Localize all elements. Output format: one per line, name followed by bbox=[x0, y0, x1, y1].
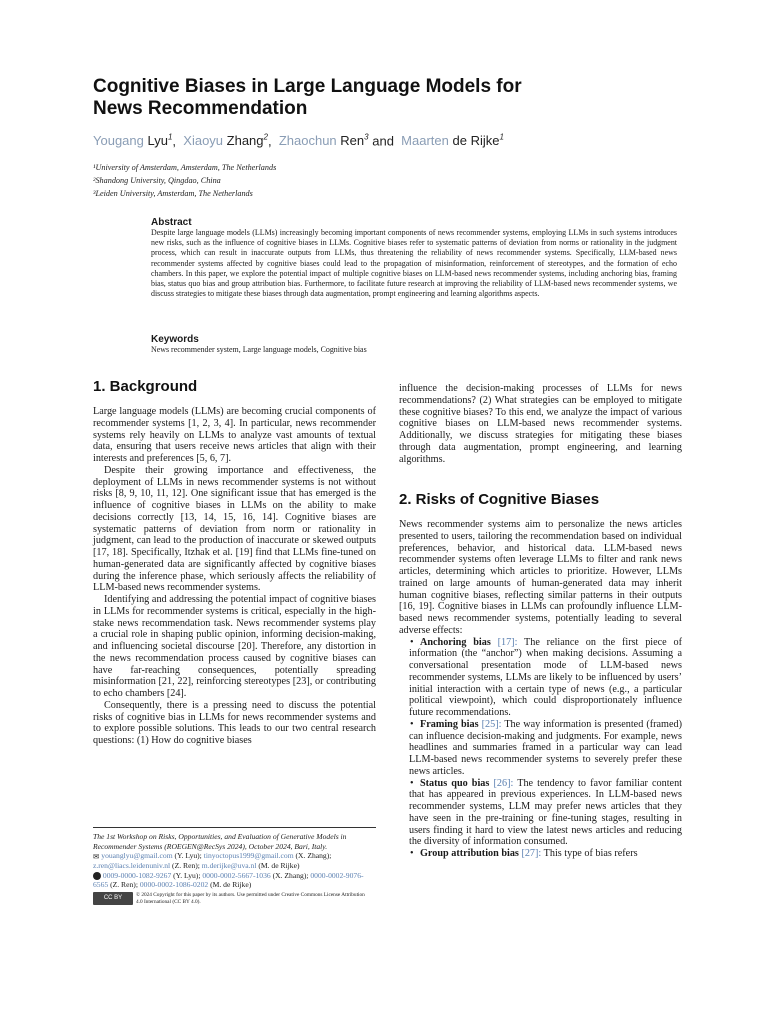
author: Zhaochun Ren$^3$ bbox=[278, 133, 369, 149]
affiliation: ³Leiden University, Amsterdam, The Netherlands bbox=[93, 189, 253, 198]
right-column bbox=[399, 519, 682, 860]
email-icon: ✉ bbox=[93, 851, 100, 861]
orcid-link[interactable]: 0000-0002-5667-1036 bbox=[202, 870, 271, 880]
section-heading-risks: 2. Risks of Cognitive Biases bbox=[399, 491, 600, 508]
paper-title bbox=[93, 76, 653, 120]
license-text: © 2024 Copyright for this paper by its authors. Use permitted under Creative Commons License Attribution 4.0 International (CC BY 4.0). bbox=[136, 892, 365, 905]
orcid-list: 0009-0000-1082-9267 (Y. Lyu); 0000-0002-5667-1036 (X. Zhang); 0000-0002-9076-6565 (Z. Ren); 0000-0002-1086-0202 (M. de Rijke) bbox=[93, 870, 364, 890]
bullet-group-attribution-bias: • Group attribution bias [27]: This type of bias refers bbox=[399, 848, 682, 860]
orcid-link[interactable]: 0000-0002-9076-6565 bbox=[93, 870, 364, 890]
cc-license-icon: CC BY bbox=[93, 892, 133, 905]
author-list: Yougang Lyu$^1$, Xiaoyu Zhang$^2$, Zhaochun Ren$^3$ and Maarten de Rijke$^1$ bbox=[93, 133, 504, 149]
section-heading-background: 1. Background bbox=[93, 378, 198, 395]
affiliation: ¹University of Amsterdam, Amsterdam, The Netherlands bbox=[93, 163, 277, 172]
title-line-1: Cognitive Biases in Large Language Models for bbox=[93, 76, 522, 97]
title-line-2: News Recommendation bbox=[93, 98, 308, 119]
author: Xiaoyu Zhang$^2$ bbox=[183, 133, 268, 149]
email-list: ✉ youanglyu@gmail.com (Y. Lyu); tinyoctopus1999@gmail.com (X. Zhang); z.ren@liacs.leidenuniv.nl (Z. Ren); m.derijke@uva.nl (M. de Rijke) bbox=[93, 851, 332, 871]
bullet-framing-bias: • Framing bias [25]: The way information is presented (framed) can influence decision-making and judgments. For example, news headlines and summaries framed in a particular way can lead LLM-based news recommender systems to severely prefer these news articles. bbox=[399, 719, 682, 778]
paragraph: News recommender systems aim to personalize the news articles presented to users, tailoring the recommendation based on individual preferences, behavior, and historical data. LLM-based news recommender systems often leverage LLMs to filter and rank news articles, determining which articles to prioritize. However, LLMs trained on large amounts of human-generated data may inherit human cognitive biases, reflecting similar patterns in their outputs [16, 19]. Cognitive biases in LLMs can profoundly influence LLM-based news recommender systems, potentially leading to several adverse effects: bbox=[399, 519, 682, 636]
workshop-note: The 1st Workshop on Risks, Opportunities, and Evaluation of Generative Models in Recommender Systems (ROEGEN@RecSys 2024), October 2024, Bari, Italy. bbox=[93, 832, 347, 851]
abstract-heading: Abstract bbox=[151, 217, 192, 228]
paragraph: Consequently, there is a pressing need to discuss the potential risks of cognitive bias in LLMs for news recommender systems and to explore possible solutions. This leads to our two central research questions: (1) How do cognitive biases bbox=[93, 699, 376, 746]
license-block bbox=[93, 892, 376, 905]
keywords-text: News recommender system, Large language models, Cognitive bias bbox=[151, 345, 367, 354]
paragraph: influence the decision-making processes of LLMs for news recommendations? (2) What strategies can be employed to mitigate these cognitive biases? To this end, we analyze the impact of various cognitive biases on LLM-based news recommender systems. Additionally, we discuss strategies for mitigating these biases through data augmentation, prompt engineering, and learning algorithms. bbox=[399, 383, 682, 465]
bullet-status-quo-bias: • Status quo bias [26]: The tendency to favor familiar content that has appeared in previous experiences. In LLM-based news recommender systems, LLM may prefer news articles that they have seen in the pre-training or fine-tuning stages, resulting in users finding it hard to view the latest news articles and reducing the diversity of information consumed. bbox=[399, 778, 682, 849]
affiliation: ²Shandong University, Qingdao, China bbox=[93, 176, 221, 185]
right-column-top bbox=[399, 383, 682, 465]
orcid-icon bbox=[93, 872, 101, 880]
paragraph: Large language models (LLMs) are becoming crucial components of recommender systems [1, 2, 3, 4]. In particular, news recommender systems rely heavily on LLMs to analyze vast amounts of textual data, ensuring that users receive news articles that align with their interests and preferences [5, 6, 7]. bbox=[93, 406, 376, 464]
footnote-area bbox=[93, 827, 376, 905]
email-link[interactable]: youanglyu@gmail.com bbox=[101, 851, 173, 861]
abstract-text: Despite large language models (LLMs) increasingly becoming important components of news recommender systems, employing LLMs in such systems introduces new risks, such as the influence of cognitive biases in LLMs. Cognitive biases refer to systematic patterns of deviation from norms or rationality in the judgment process, which can result in inaccurate outputs from LLMs, thus threatening the reliability of news recommender systems. Specifically, LLM-based news recommender systems affected by cognitive biases could lead to the propagation of misinformation, reinforcement of stereotypes, and the formation of echo chambers. In this paper, we explore the potential impact of multiple cognitive biases on LLM-based news recommender systems, including anchoring bias, framing bias, status quo bias and group attribution bias. Furthermore, to facilitate future research at improving the reliability of LLM-based news recommender systems, we discuss strategies to mitigate these biases through data augmentation, prompt engineering and learning algorithms aspects. bbox=[151, 228, 677, 299]
email-link[interactable]: tinyoctopus1999@gmail.com bbox=[203, 851, 294, 861]
paragraph: Despite their growing importance and effectiveness, the deployment of LLMs in news recommender systems is not without risks [8, 9, 10, 11, 12]. One significant issue that has emerged is the influence of cognitive biases in LLMs on the ability to make decisions correctly [13, 14, 15, 16, 14]. Cognitive biases are systematic patterns of deviation from norm or rationality in judgment, can lead to the production of inaccurate or skewed outputs [17, 18]. Specifically, Itzhak et al. [19] find that LLMs fine-tuned on human-generated data are significantly affected by cognitive biases during the inference phase, which seriously affects the reliability of LLM-based news recommender systems. bbox=[93, 464, 376, 594]
paragraph: Identifying and addressing the potential impact of cognitive biases in LLMs for recommender systems is critical, especially in the high-stake news recommendation task. News recommender systems play a crucial role in shaping public opinion, informing decision-making, and influencing societal discourse [20]. Therefore, any distortion in the news recommendation process caused by cognitive biases can have far-reaching consequences, potentially spreading misinformation [21, 22], reinforcing stereotypes [23], or contributing to echo chambers [24]. bbox=[93, 594, 376, 699]
orcid-link[interactable]: 0009-0000-1082-9267 bbox=[102, 870, 172, 880]
keywords bbox=[151, 334, 677, 355]
author: Maarten de Rijke$^1$ bbox=[401, 133, 504, 149]
email-link[interactable]: z.ren@liacs.leidenuniv.nl bbox=[93, 861, 171, 871]
author: Yougang Lyu$^1$ bbox=[93, 133, 173, 149]
left-column bbox=[93, 406, 376, 747]
bullet-anchoring-bias: • Anchoring bias [17]: The reliance on the first piece of information (the “anchor”) when making decisions. Assuming a conversational presentation mode of LLM-based news recommender systems, LLMs are likely to be influenced by users’ initial interaction with a certain type of news (e.g., a particular political viewpoint), which could disproportionately influence future recommendations. bbox=[399, 637, 682, 719]
email-link[interactable]: m.derijke@uva.nl bbox=[201, 861, 257, 871]
orcid-link[interactable]: 0000-0002-1086-0202 bbox=[139, 880, 209, 890]
keywords-heading: Keywords bbox=[151, 334, 199, 345]
abstract bbox=[151, 217, 677, 299]
